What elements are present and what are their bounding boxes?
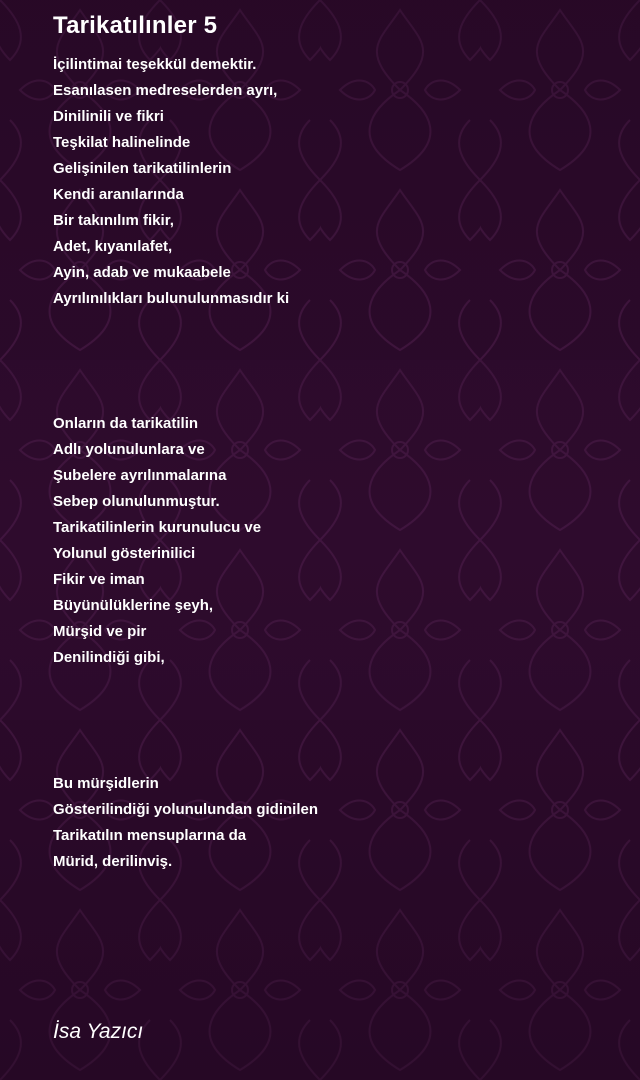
poem-line: Teşkilat halinelinde <box>53 134 191 151</box>
poem-line: Adet, kıyanılafet, <box>53 238 173 255</box>
poem-line: İçilintimai teşekkül demektir. <box>53 56 257 73</box>
stanza-3 <box>53 771 318 875</box>
poem-line: Tarikatilinlerin kurunulucu ve <box>53 519 262 536</box>
poem-line: Yolunul gösterinilici <box>53 545 196 562</box>
poem-line: Ayrılınılıkları bulunulunmasıdır ki <box>53 290 290 307</box>
poem-author: İsa Yazıcı <box>53 1020 144 1043</box>
poem-line: Dinilinili ve fikri <box>53 108 164 125</box>
poem-line: Denilindiği gibi, <box>53 649 165 666</box>
stanza-2 <box>53 411 261 671</box>
stanza-1 <box>53 52 289 312</box>
poem-line: Kendi aranılarında <box>53 186 184 203</box>
poem-line: Esanılasen medreselerden ayrı, <box>53 82 278 99</box>
poem-line: Ayin, adab ve mukaabele <box>53 264 231 281</box>
poem-line: Mürşid ve pir <box>53 623 147 640</box>
poem-line: Sebep olunulunmuştur. <box>53 493 220 510</box>
poem-title: Tarikatılınler 5 <box>53 12 218 39</box>
poem-line: Onların da tarikatilin <box>53 415 199 432</box>
poem-line: Şubelere ayrılınmalarına <box>53 467 227 484</box>
poem-line: Fikir ve iman <box>53 571 145 588</box>
poem-line: Gösterilindiği yolunulundan gidinilen <box>53 801 318 818</box>
poem-line: Tarikatılın mensuplarına da <box>53 827 247 844</box>
poem-line: Mürid, derilinviş. <box>53 853 173 870</box>
poem-line: Büyünülüklerine şeyh, <box>53 597 214 614</box>
poem-line: Gelişinilen tarikatilinlerin <box>53 160 232 177</box>
poem-line: Bir takınılım fikir, <box>53 212 174 229</box>
poem-line: Adlı yolunulunlara ve <box>53 441 205 458</box>
poem-line: Bu mürşidlerin <box>53 775 159 792</box>
